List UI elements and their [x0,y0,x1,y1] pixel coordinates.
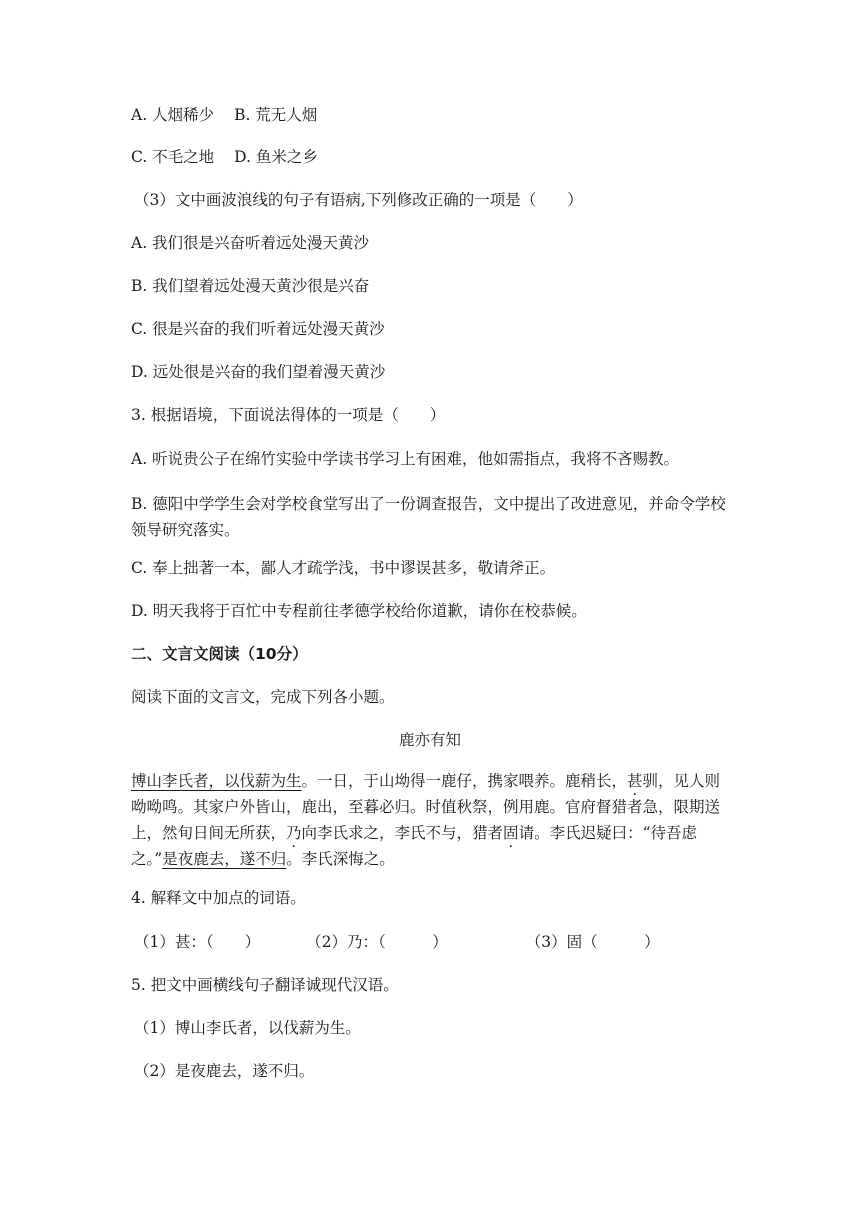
blank-3: （3）固（ ） [525,933,660,951]
underlined-sentence-1: 博山李氏者，以伐薪为生 [131,772,302,790]
question-2-3-stem: （3）文中画波浪线的句子有语病,下列修改正确的一项是（ ） [134,191,583,209]
blank-2: （2）乃：（ ） [306,933,448,951]
q2-3-option-a: A. 我们很是兴奋听着远处漫天黄沙 [131,234,370,252]
q3-option-b: B. 德阳中学学生会对学校食堂写出了一份调查报告，文中提出了改进意见，并命令学校领导研究落实。 [131,495,726,539]
q2-options-row-1 [131,104,317,126]
passage: 博山李氏者，以伐薪为生。一日，于山坳得一鹿仔，携家喂养。鹿稍长，甚驯，见人则呦呦鸣。其家户外皆山，鹿出，至暮必归。时值秋祭，例用鹿。官府督猎者急，限期送上，然旬日间无所获，乃向李氏求之，李氏不与，猎者固请。李氏迟疑曰：“待吾虑之。”是夜鹿去，遂不归。李氏深悔之。 [131,772,721,868]
q2-options-row-2 [131,146,318,168]
q5-part-2: （2）是夜鹿去，遂不归。 [134,1062,315,1080]
q2-3-option-b: B. 我们望着远处漫天黄沙很是兴奋 [131,277,370,295]
underlined-sentence-2: 是夜鹿去，遂不归 [162,850,287,868]
question-4-stem: 4. 解释文中加点的词语。 [131,889,306,907]
option-d: D. 鱼米之乡 [234,148,318,166]
option-a: A. 人烟稀少 [131,106,215,124]
option-b: B. 荒无人烟 [234,106,318,124]
dotted-word-3: 固 [503,824,519,842]
passage-title: 鹿亦有知 [398,731,461,749]
question-3-stem: 3. 根据语境，下面说法得体的一项是（ ） [131,406,446,424]
question-4-blanks [134,931,660,953]
q5-part-1: （1）博山李氏者，以伐薪为生。 [134,1019,361,1037]
q3-option-c: C. 奉上拙著一本，鄙人才疏学浅，书中谬误甚多，敬请斧正。 [131,559,556,577]
q3-option-a: A. 听说贵公子在绵竹实验中学读书学习上有困难，他如需指点，我将不吝赐教。 [131,450,680,468]
section-instruction: 阅读下面的文言文，完成下列各小题。 [131,688,395,706]
blank-1: （1）甚：（ ） [134,933,261,951]
dotted-word-1: 甚 [627,772,643,790]
dotted-word-2: 乃 [286,824,302,842]
q2-3-option-d: D. 远处很是兴奋的我们望着漫天黄沙 [131,363,386,381]
q3-option-d: D. 明天我将于百忙中专程前往孝德学校给你道歉，请你在校恭候。 [131,602,587,620]
section-heading: 二、文言文阅读（10分） [131,645,308,663]
option-c: C. 不毛之地 [131,148,215,166]
q2-3-option-c: C. 很是兴奋的我们听着远处漫天黄沙 [131,320,385,338]
question-5-stem: 5. 把文中画横线句子翻译诚现代汉语。 [131,976,399,994]
